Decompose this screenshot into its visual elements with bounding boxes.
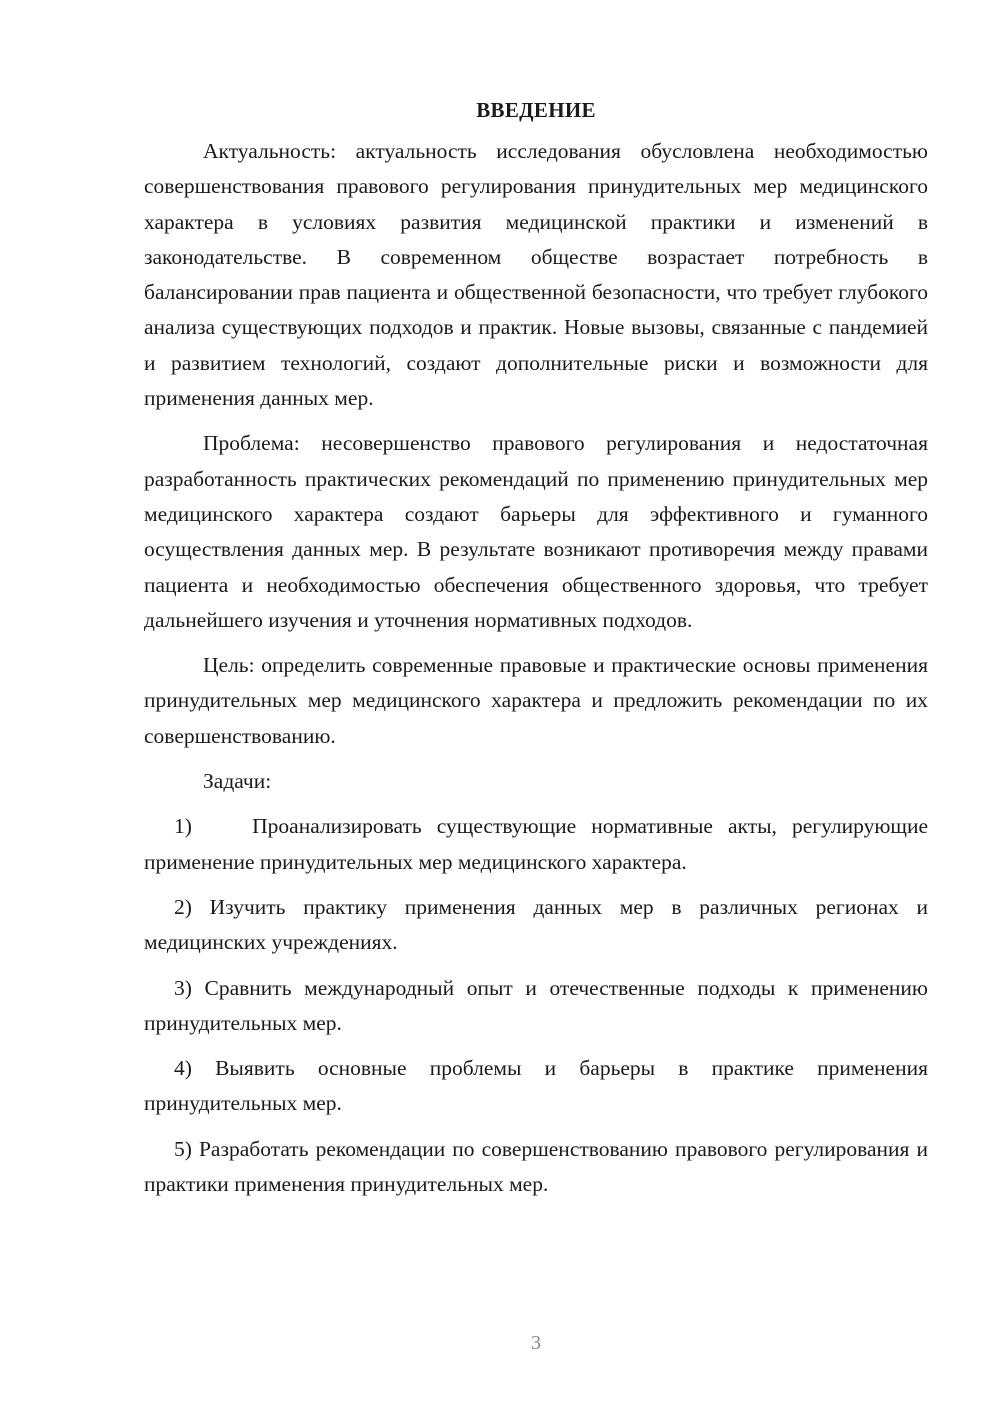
problem-paragraph: Проблема: несовершенство правового регулирования и недостаточная разработанность практических рекомендаций по применению принудительных мер медицинского характера создают барьеры для эффективного и гуманного осуществления данных мер. В результате возникают противоречия между правами пациента и необходимостью обеспечения общественного здоровья, что требует дальнейшего изучения и уточнения нормативных подходов.: [144, 431, 928, 632]
tasks-heading: Задачи:: [203, 769, 272, 794]
task-item: 2) Изучить практику применения данных мер в различных регионах и медицинских учреждениях.: [144, 894, 928, 955]
task-item: 3) Сравнить международный опыт и отечественные подходы к применению принудительных мер.: [144, 975, 928, 1035]
task-item: 4) Выявить основные проблемы и барьеры в практике применения принудительных мер.: [144, 1056, 928, 1116]
relevance-paragraph: Актуальность: актуальность исследования обусловлена необходимостью совершенствования правового регулирования принудительных мер медицинского характера в условиях развития медицинской практики и изменений в законодательстве. В современном обществе возрастает потребность в балансировании прав пациента и общественной безопасности, что требует глубокого анализа существующих подходов и практик. Новые вызовы, связанные с пандемией и развитием технологий, создают дополнительные риски и возможности для применения данных мер.: [144, 139, 928, 411]
task-item: 1) Проанализировать существующие нормативные акты, регулирующие применение принудительных мер медицинского характера.: [144, 814, 928, 874]
goal-paragraph: Цель: определить современные правовые и практические основы применения принудительных мер медицинского характера и предложить рекомендации по их совершенствованию.: [144, 653, 928, 748]
document-page: [144, 92, 928, 1202]
page-number: 3: [531, 1332, 541, 1354]
section-heading: ВВЕДЕНИЕ: [476, 98, 596, 122]
task-item: 5) Разработать рекомендации по совершенствованию правового регулирования и практики применения принудительных мер.: [144, 1136, 928, 1197]
